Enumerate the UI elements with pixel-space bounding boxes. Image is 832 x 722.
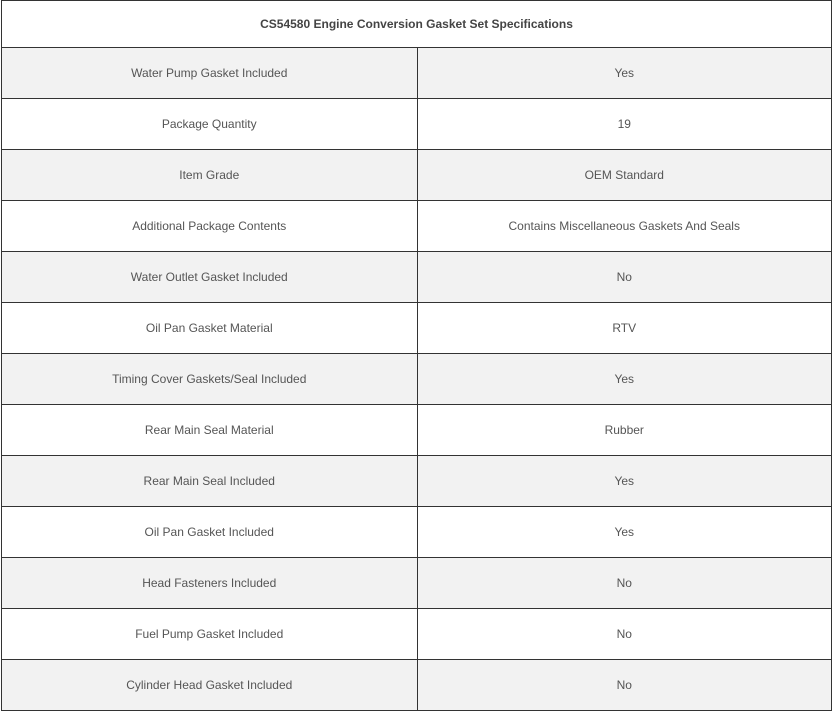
spec-value: OEM Standard	[417, 150, 832, 201]
table-row	[2, 303, 832, 354]
spec-value: Yes	[417, 48, 832, 99]
spec-label: Cylinder Head Gasket Included	[2, 660, 418, 711]
spec-value: Rubber	[417, 405, 832, 456]
spec-label: Package Quantity	[2, 99, 418, 150]
spec-value: Contains Miscellaneous Gaskets And Seals	[417, 201, 832, 252]
spec-value: Yes	[417, 507, 832, 558]
table-row	[2, 354, 832, 405]
spec-value: 19	[417, 99, 832, 150]
table-title: CS54580 Engine Conversion Gasket Set Specifications	[2, 1, 832, 48]
table-row	[2, 150, 832, 201]
specifications-table	[1, 0, 832, 711]
table-header-row	[2, 1, 832, 48]
table-row	[2, 609, 832, 660]
spec-value: No	[417, 609, 832, 660]
spec-value: No	[417, 558, 832, 609]
spec-label: Water Pump Gasket Included	[2, 48, 418, 99]
spec-value: Yes	[417, 456, 832, 507]
table-row	[2, 201, 832, 252]
table-row	[2, 558, 832, 609]
spec-label: Oil Pan Gasket Included	[2, 507, 418, 558]
table-row	[2, 507, 832, 558]
spec-value: No	[417, 252, 832, 303]
table-row	[2, 252, 832, 303]
table-body	[2, 48, 832, 711]
table-row	[2, 405, 832, 456]
spec-label: Rear Main Seal Material	[2, 405, 418, 456]
spec-label: Water Outlet Gasket Included	[2, 252, 418, 303]
spec-label: Timing Cover Gaskets/Seal Included	[2, 354, 418, 405]
spec-label: Rear Main Seal Included	[2, 456, 418, 507]
spec-label: Fuel Pump Gasket Included	[2, 609, 418, 660]
table-row	[2, 48, 832, 99]
table-row	[2, 456, 832, 507]
spec-value: No	[417, 660, 832, 711]
spec-value: Yes	[417, 354, 832, 405]
spec-label: Head Fasteners Included	[2, 558, 418, 609]
spec-label: Item Grade	[2, 150, 418, 201]
spec-label: Additional Package Contents	[2, 201, 418, 252]
table-row	[2, 99, 832, 150]
spec-label: Oil Pan Gasket Material	[2, 303, 418, 354]
spec-value: RTV	[417, 303, 832, 354]
table-row	[2, 660, 832, 711]
